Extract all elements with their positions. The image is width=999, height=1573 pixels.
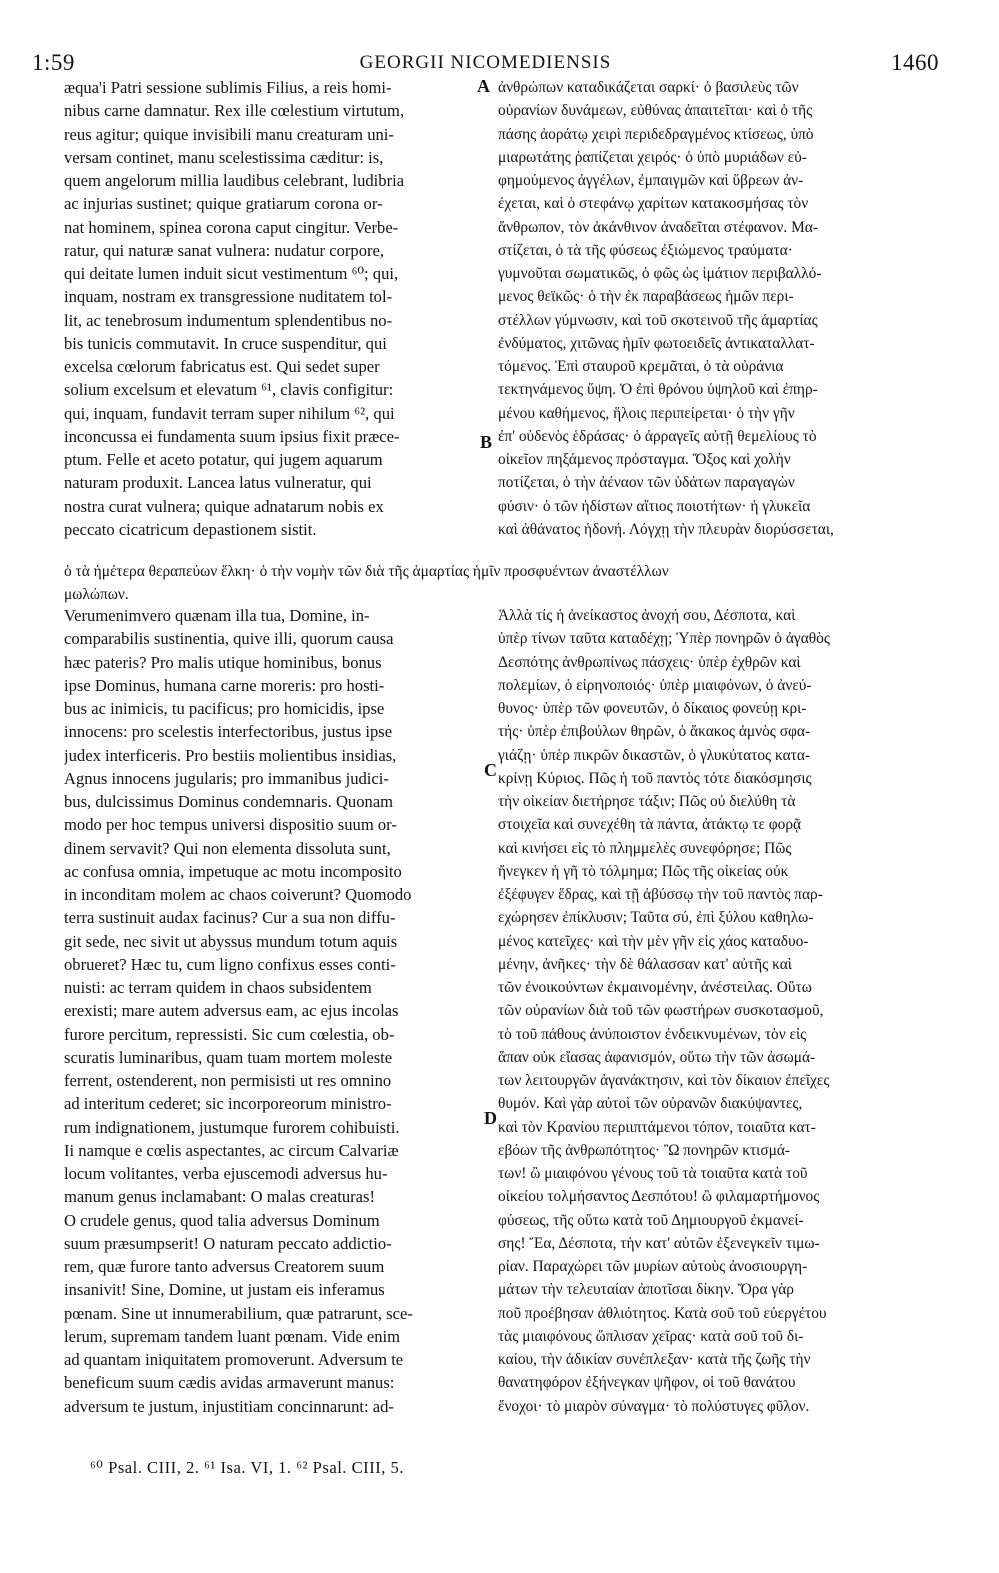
greek-line: Ἀλλὰ τίς ἡ ἀνείκαστος ἀνοχή σου, Δέσποτα, καὶ (498, 607, 796, 624)
latin-line: git sede, nec sivit ut abyssus mundum totum aquis (64, 931, 398, 951)
span-line: ὁ τὰ ἡμέτερα θεραπεύων ἕλκη· ὁ τὴν νομὴν τῶν διὰ τῆς ἁμαρτίας ἡμῖν προσφυέντων ἀναστέλλων (64, 563, 669, 580)
section-marker-a: A (477, 76, 490, 96)
greek-column-bottom (498, 604, 926, 1418)
greek-line: τῶν ἐνοικούντων ἐκμαινομένην, ἀνέστειλας. Οὕτω (498, 979, 812, 996)
section-marker-b: B (480, 432, 493, 452)
greek-line: των λειτουργῶν ἀγανάκτησιν, καὶ τὸν δίκαιον ἐπεῖχες (498, 1072, 830, 1089)
greek-line: τής· ὑπὲρ ἐπιβούλων θηρῶν, ὁ ἄκακος ἀμνὸς σφα- (498, 723, 811, 741)
span-line: μωλώπων. (64, 586, 129, 604)
latin-line: pœnam. Sine ut innumerabilium, quæ patrarunt, sce- (64, 1303, 413, 1323)
latin-line: rem, quæ furore tanto adversus Creatorem suum (64, 1257, 385, 1276)
greek-line: εχώρησεν ἐπίκλυσιν; Ταῦτα σύ, ἐπὶ ξύλου καθηλω- (498, 909, 814, 927)
latin-line: bus, dulcissimus Dominus condemnaris. Quonam (64, 792, 394, 811)
greek-line: φημούμενος ἀγγέλων, ἐμπαιγμῶν καὶ ὕβρεων ἀν- (498, 172, 804, 189)
latin-line: bus ac inimicis, tu pacificus; pro homicidis, ipse (64, 699, 385, 718)
greek-line: μιαρωτάτης ῥαπίζεται χειρός· ὁ ὑπὸ μυριάδων εὐ- (498, 148, 807, 166)
latin-line: quem angelorum millia laudibus celebrant, ludibria (64, 171, 405, 190)
latin-line: in inconditam molem ac chaos coiverunt? Quomodo (64, 885, 412, 904)
greek-line: κρίνῃ Κύριος. Πῶς ἡ τοῦ παντὸς τότε διακόσμησις (498, 769, 812, 787)
greek-line: ποῦ προέβησαν ἀθλιότητος. Κατὰ σοῦ τοῦ εὐεργέτου (498, 1304, 827, 1322)
latin-column-top (64, 76, 476, 541)
greek-line: φύσιν· ὁ τῶν ἡδίστων αἴτιος ποιοτήτων· ἡ γλυκεῖα (498, 497, 811, 515)
greek-line: στίζεται, ὁ τὰ τῆς φύσεως ἐξιώμενος τραύματα· (498, 241, 793, 259)
latin-line: nuisti: ac terram quidem in chaos subsidentem (64, 978, 372, 997)
latin-line: modo per hoc tempus universi dispositio suum or- (64, 815, 397, 835)
latin-column-bottom (64, 604, 476, 1418)
latin-line: ac injurias sustinet; quique gratiarum corona or- (64, 194, 383, 214)
greek-line: γυμνοῦται σωματικῶς, ὁ φῶς ὡς ἱμάτιον περιβαλλό- (498, 265, 822, 282)
latin-line: bis tunicis commutavit. In cruce suspenditur, qui (64, 333, 387, 353)
greek-line: τὴν οἰκείαν διετήρησε τάξιν; Πῶς οὐ διελύθη τὰ (498, 793, 796, 810)
latin-line: insanivit! Sine, Domine, ut justam eis inferamus (64, 1280, 385, 1300)
latin-line: qui, inquam, fundavit terram super nihilum ⁶², qui (64, 403, 395, 423)
latin-line: ipse Dominus, humana carne moreris: pro hosti- (64, 675, 385, 695)
latin-line: scuratis luminaribus, quam tuam mortem moleste (64, 1047, 393, 1067)
greek-line: των! ὢ μιαιφόνου γένους τοῦ τὰ τοιαῦτα κατὰ τοῦ (498, 1165, 808, 1182)
greek-line: ἀνθρώπων καταδικάζεται σαρκί· ὁ βασιλεὺς τῶν (498, 79, 799, 96)
greek-line: θυμόν. Καὶ γὰρ αὐτοὶ τῶν οὐρανῶν διακύψαντες, (498, 1095, 803, 1113)
greek-line: πάσης ἀοράτῳ χειρὶ περιδεδραγμένος κτίσεως, ὑπὸ (498, 125, 814, 143)
latin-line: Ii namque e cœlis aspectantes, ac circum Calvariæ (64, 1140, 399, 1160)
greek-line: ρίαν. Παραχώρει τῶν μυρίων αὐτοὺς ἀνοσιουργη- (498, 1258, 808, 1275)
latin-line: erexisti; mare autem adversus eam, ac ejus incolas (64, 1001, 399, 1021)
latin-line: naturam produxit. Lancea latus vulneratur, qui (64, 473, 372, 493)
greek-line: μένην, ἀνῆκες· τὴν δὲ θάλασσαν κατ' αὐτῆς καὶ (498, 955, 792, 973)
greek-line: καίου, τὴν ἀδικίαν συνέπλεξαν· κατὰ τῆς ζωῆς τὴν (498, 1351, 811, 1368)
latin-line: terra sustinuit audax facinus? Cur a sua non diffu- (64, 908, 396, 928)
latin-line: hæc pateris? Pro malis utique hominibus, bonus (64, 652, 382, 672)
greek-line: οἰκείου τολμήσαντος Δεσπότου! ὢ φιλαμαρτήμονος (498, 1188, 820, 1206)
latin-line: inconcussa ei fundamenta suum ipsius fixit præce- (64, 426, 400, 446)
latin-line: furore percitum, repressisti. Sic cum cœlestia, ob- (64, 1024, 395, 1044)
greek-line: ἄνθρωπον, τὸν ἀκάνθινον ἀναδεῖται στέφανον. Μα- (498, 218, 818, 236)
greek-line: καὶ τὸν Κρανίου περιιπτάμενοι τόπον, τοιαῦτα κατ- (498, 1118, 816, 1136)
greek-line: Δεσπότης ἀνθρωπίνως πάσχεις· ὑπὲρ ἐχθρῶν καὶ (498, 653, 801, 671)
greek-line: τόμενος. Ἐπὶ σταυροῦ κρεμᾶται, ὁ τὰ οὐράνια (498, 358, 784, 375)
greek-line: ἐξέφυγεν ἕδρας, καὶ τῇ ἀβύσσῳ τὴν τοῦ παντὸς παρ- (498, 886, 823, 903)
latin-line: ptum. Felle et aceto potatur, qui jugem aquarum (64, 450, 383, 469)
greek-line: τὸ τοῦ πάθους ἀνύποιστον ἐνδεικνυμένων, τὸν εἰς (498, 1025, 807, 1043)
page-number-right: 1460 (891, 50, 939, 75)
greek-line: θυνος· ὑπὲρ τῶν φονευτῶν, ὁ δίκαιος φονεύῃ κρι- (498, 700, 807, 717)
greek-line: ἅπαν οὐκ εἴασας ἀφανισμόν, οὕτω τὴν τῶν ἀσωμά- (498, 1048, 816, 1066)
latin-line: obrueret? Hæc tu, cum ligno confixus esses conti- (64, 954, 396, 974)
latin-line: versam continet, manu scelestissima cæditur: is, (64, 147, 384, 167)
greek-line: ποτίζεται, ὁ τὴν ἀέναον τῶν ὑδάτων παραγαγὼν (498, 474, 795, 492)
greek-line: μάτων τὴν τελευταίαν ἀποτῖσαι δίκην. Ὅρα γὰρ (498, 1281, 794, 1299)
latin-line: inquam, nostram ex transgressione nuditatem tol- (64, 287, 393, 307)
greek-line: εβόων τῆς ἀνθρωπότητος· Ὢ πονηρῶν κτισμά- (498, 1141, 791, 1159)
greek-line: μένου καθήμενος, ἥλοις περιπείρεται· ὁ τὴν γῆν (498, 404, 795, 422)
greek-line: σης! Ἔα, Δέσποτα, τὴν κατ' αὐτῶν ἐξενεγκεῖν τιμω- (498, 1234, 820, 1252)
greek-line: μένος κατεῖχες· καὶ τὴν μὲν γῆν εἰς χάος καταδυο- (498, 932, 809, 950)
greek-line: έχεται, καὶ ὁ στεφάνῳ χαρίτων κατακοσμήσας τὸν (498, 195, 809, 213)
latin-line: adversum te justum, injustitiam concinnarunt: ad- (64, 1396, 394, 1416)
greek-line: ἐπ' οὐδενὸς ἑδράσας· ὁ ἀρραγεῖς αὐτῇ θεμελίους τὸ (498, 427, 817, 445)
section-marker-c: C (484, 760, 497, 780)
latin-line: nibus carne damnatur. Rex ille cœlestium virtutum, (64, 101, 405, 121)
greek-line: τὰς μιαιφόνους ὥπλισαν χεῖρας· κατὰ σοῦ τοῦ δι- (498, 1327, 804, 1345)
latin-line: judex interficeris. Pro bestiis molientibus insidias, (64, 745, 397, 765)
greek-line: ἔνοχοι· τὸ μιαρὸν σύναγμα· τὸ πολύστυγες φῦλον. (498, 1397, 810, 1415)
latin-line: reus agitur; quique invisibili manu creaturam uni- (64, 124, 394, 144)
latin-line: solium excelsum et elevatum ⁶¹, clavis configitur: (64, 380, 394, 400)
latin-line: comparabilis sustinentia, quive illi, quorum causa (64, 629, 394, 649)
greek-line: καὶ κινήσει εἰς τὸ πλημμελὲς συνεφόρησε; Πῶς (498, 839, 792, 857)
latin-line: dinem servavit? Qui non elementa dissoluta sunt, (64, 838, 391, 858)
latin-line: ferrent, ostenderent, non permisisti ut res omnino (64, 1071, 392, 1090)
greek-spanning-lines (64, 560, 926, 607)
greek-line: θανατηφόρον ἐξήνεγκαν ψῆφον, οἱ τοῦ θανάτου (498, 1374, 796, 1392)
running-title: GEORGII NICOMEDIENSIS (359, 52, 612, 73)
greek-line: ἤνεγκεν ἡ γῆ τὸ τόλμημα; Πῶς τῆς οἰκείας οὐκ (498, 862, 789, 880)
latin-line: rum indignationem, justumque furorem cohibuisti. (64, 1117, 400, 1137)
latin-line: excelsa cœlorum fabricatus est. Qui sedet super (64, 357, 380, 376)
greek-line: γιάζῃ· ὑπὲρ πικρῶν δικαστῶν, ὁ γλυκύτατος κατα- (498, 746, 811, 764)
latin-line: qui deitate lumen induit sicut vestimentum ⁶⁰; qui, (64, 264, 399, 283)
greek-line: οὐρανίων δυνάμεων, εὐθύνας ἀπαιτεῖται· καὶ ὁ τῆς (498, 102, 813, 120)
latin-line: ad quantam iniquitatem promoverunt. Adversum te (64, 1350, 404, 1369)
page-number-left: 1:59 (32, 50, 75, 75)
greek-column-top (498, 76, 926, 541)
greek-line: στοιχεῖα καὶ συνεχέθη τὰ πάντα, ἀτάκτῳ τε φορᾷ (498, 816, 802, 834)
greek-line: τῶν οὐρανίων διὰ τοῦ τῶν φωστήρων συσκοτασμοῦ, (498, 1002, 824, 1020)
latin-line: locum volitantes, verba ejuscemodi adversus hu- (64, 1164, 388, 1183)
latin-line: æqua'i Patri sessione sublimis Filius, a reis homi- (64, 78, 392, 97)
section-marker-d: D (484, 1108, 497, 1128)
greek-line: οἰκεῖον πηξάμενος πρόσταγμα. Ὄξος καὶ χολὴν (498, 451, 791, 468)
greek-line: πολεμίων, ὁ εἰρηνοποιός· ὑπὲρ μιαιφόνων, ὁ ἀνεύ- (498, 676, 812, 694)
latin-line: lit, ac tenebrosum indumentum splendentibus no- (64, 310, 393, 330)
greek-line: τεκτηνάμενος ὕψη. Ὁ ἐπὶ θρόνου ὑψηλοῦ καὶ ἐπηρ- (498, 381, 818, 399)
greek-line: καὶ ἀθάνατος ἡδονή. Λόγχῃ τὴν πλευρὰν διορύσσεται, (498, 520, 834, 538)
latin-line: ad interitum cederet; sic incorporeorum ministro- (64, 1094, 392, 1114)
latin-line: suum præsumpserit! O naturam peccato addictio- (64, 1233, 392, 1253)
latin-line: manum genus inclamabant: O malas creaturas! (64, 1187, 376, 1207)
greek-line: ὑπὲρ τίνων ταῦτα καταδέχῃ; Ὑπὲρ πονηρῶν ὁ ἀγαθὸς (498, 630, 830, 648)
latin-line: O crudele genus, quod talia adversus Dominum (64, 1210, 380, 1230)
latin-line: ratur, qui naturæ sanat vulnera: nudatur corpore, (64, 240, 385, 260)
latin-line: lerum, supremam tandem luant pœnam. Vide enim (64, 1326, 401, 1346)
latin-line: peccato cicatricum depastionem sistit. (64, 519, 317, 539)
latin-line: nat hominem, spinea corona caput cingitur. Verbe- (64, 217, 399, 237)
greek-line: ἐνδύματος, χιτῶνας ἡμῖν φωτοειδεῖς ἀντικαταλλατ- (498, 334, 815, 352)
latin-line: beneficum suum cædis avidas armaverunt manus: (64, 1373, 395, 1393)
latin-line: Agnus innocens jugularis; pro immanibus judici- (64, 768, 389, 788)
latin-line: nostra curat vulnera; quique adnatarum nobis ex (64, 496, 384, 516)
footnotes: ⁶⁰ Psal. CIII, 2. ⁶¹ Isa. VI, 1. ⁶² Psal. CIII, 5. (90, 1458, 404, 1477)
greek-line: φύσεως, τῆς οὕτω κατὰ τοῦ Δημιουργοῦ ἐκμανεί- (498, 1211, 804, 1229)
latin-line: innocens: pro scelestis interfectoribus, justus ipse (64, 722, 393, 742)
greek-line: στέλλων γύμνωσιν, καὶ τοῦ σκοτεινοῦ τῆς ἁμαρτίας (498, 311, 818, 329)
greek-line: μενος θεϊκῶς· ὁ τὴν ἐκ παραβάσεως ἡμῶν περι- (498, 288, 794, 306)
latin-line: Verumenimvero quænam illa tua, Domine, in- (64, 606, 370, 625)
latin-line: ac confusa omnia, impetuque ac motu incomposito (64, 861, 402, 881)
